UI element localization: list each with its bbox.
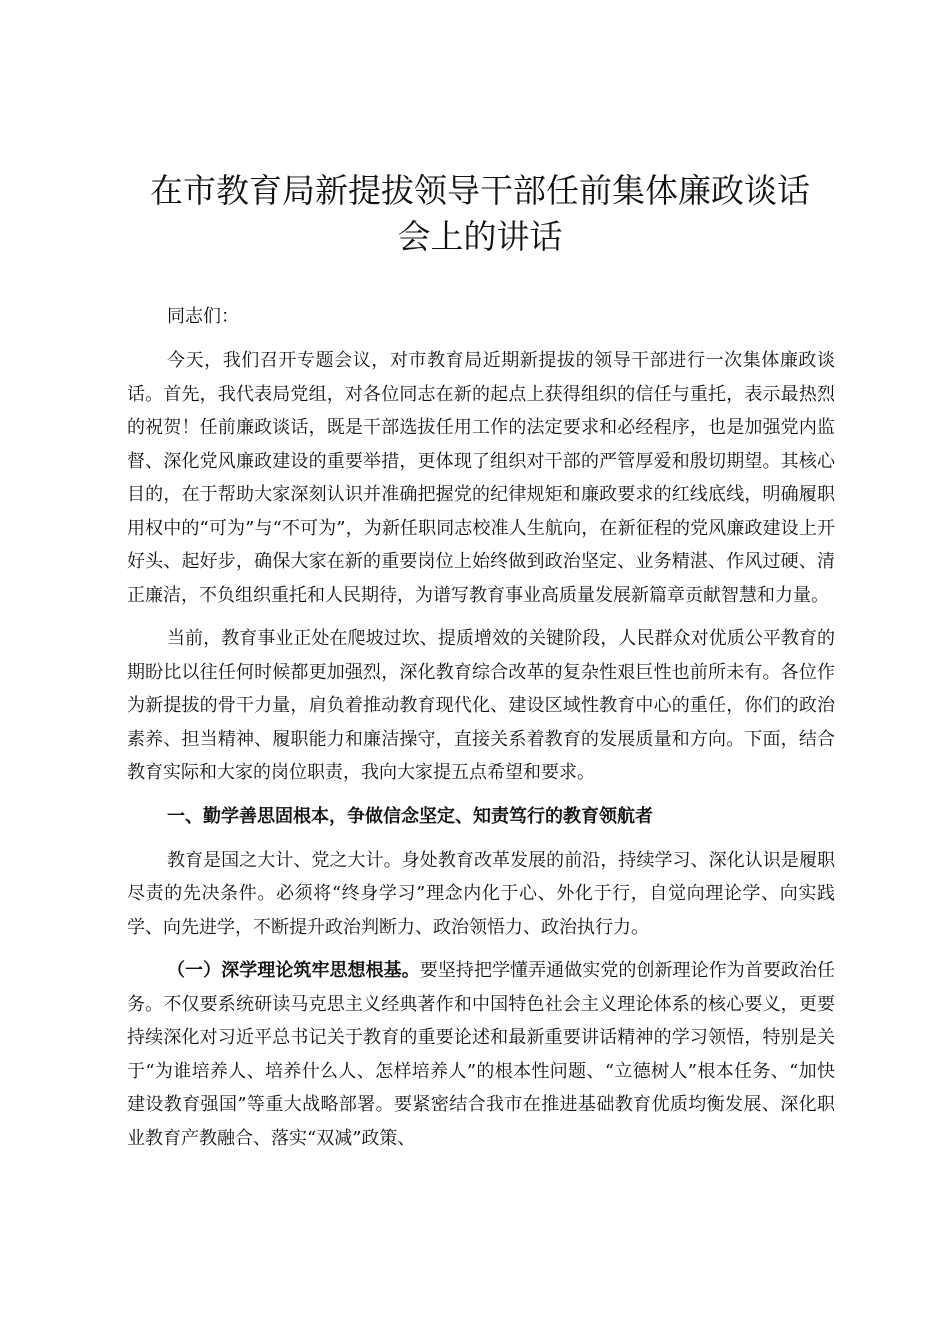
document-body [127, 300, 835, 1165]
salutation: 同志们： [167, 306, 239, 327]
section-heading-1: 一、勤学善思固根本，争做信念坚定、知责笃行的教育领航者 [167, 805, 653, 827]
title-line-1: 在市教育局新提拔领导干部任前集体廉政谈话 [150, 171, 810, 210]
paragraph-opening: 今天，我们召开专题会议，对市教育局近期新提拔的领导干部进行一次集体廉政谈话。首先，我代表局党组，对各位同志在新的起点上获得组织的信任与重托，表示最热烈的祝贺！任前廉政谈话，既是干部选拔任用工作的法定要求和必经程序，也是加强党内监督、深化党风廉政建设的重要举措，更体现了组织对干部的严管厚爱和殷切期望。其核心目的，在于帮助大家深刻认识并准确把握党的纪律规矩和廉政要求的红线底线，明确履职用权中的“可为”与“不可为”，为新任职同志校准人生航向，在新征程的党风廉政建设上开好头、起好步，确保大家在新的重要岗位上始终做到政治坚定、业务精湛、作风过硬、清正廉洁，不负组织重托和人民期待，为谱写教育事业高质量发展新篇章贡献智慧和力量。 [127, 350, 835, 606]
section-1-paragraph: 教育是国之大计、党之大计。身处教育改革发展的前沿，持续学习、深化认识是履职尽责的先决条件。必须将“终身学习”理念内化于心、外化于行，自觉向理论学、向实践学、向先进学，不断提升政治判断力、政治领悟力、政治执行力。 [127, 849, 835, 938]
subsection-1-text: 要坚持把学懂弄通做实党的创新理论作为首要政治任务。不仅要系统研读马克思主义经典著作和中国特色社会主义理论体系的核心要义，更要持续深化对习近平总书记关于教育的重要论述和最新重要讲话精神的学习领悟，特别是关于“为谁培养人、培养什么人、怎样培养人”的根本性问题、“立德树人”根本任务、“加快建设教育强国”等重大战略部署。要紧密结合我市在推进基础教育优质均衡发展、深化职业教育产教融合、落实“双减”政策、 [127, 960, 836, 1149]
title-line-2: 会上的讲话 [397, 217, 563, 256]
subsection-1-paragraph [127, 954, 835, 1155]
document-title [110, 168, 850, 260]
paragraph-context: 当前，教育事业正处在爬坡过坎、提质增效的关键阶段，人民群众对优质公平教育的期盼比以往任何时候都更加强烈，深化教育综合改革的复杂性艰巨性也前所未有。各位作为新提拔的骨干力量，肩负着推动教育现代化、建设区域性教育中心的重任，你们的政治素养、担当精神、履职能力和廉洁操守，直接关系着教育的发展质量和方向。下面，结合教育实际和大家的岗位职责，我向大家提五点希望和要求。 [127, 628, 835, 783]
subsection-heading-1: （一）深学理论筑牢思想根基。 [167, 960, 420, 981]
